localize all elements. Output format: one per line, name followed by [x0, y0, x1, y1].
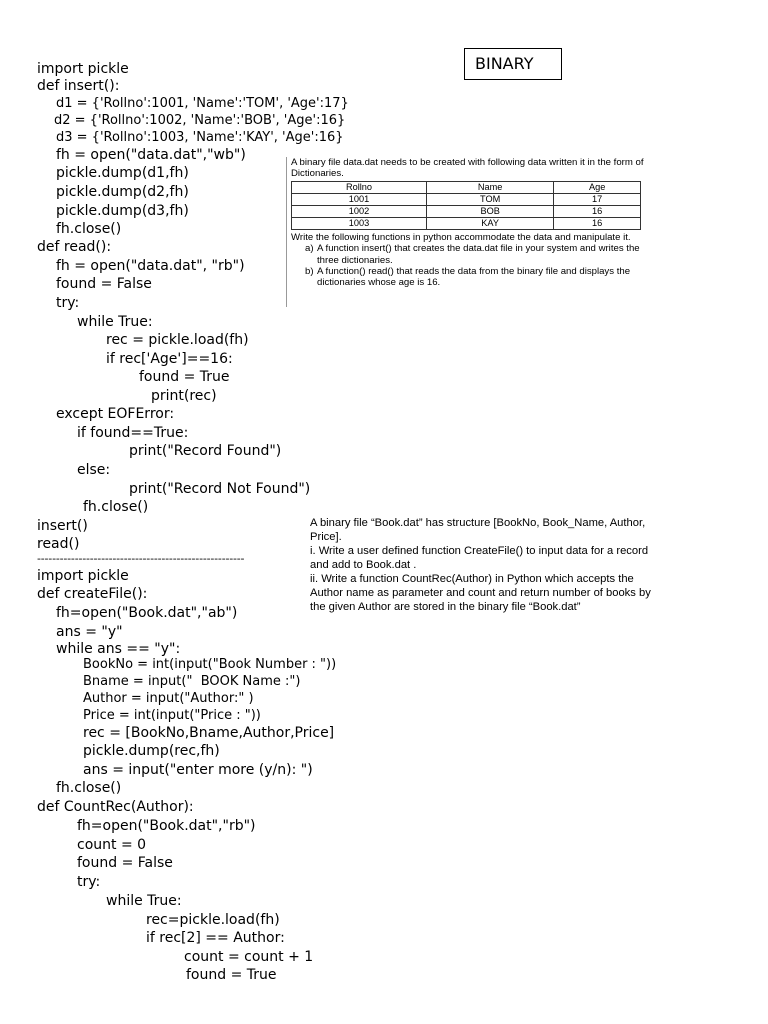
code-line: print("Record Not Found")	[129, 481, 311, 497]
item-label: b)	[305, 266, 314, 278]
item-text: A function insert() that creates the data.dat file in your system and writes the three dictionaries.	[317, 243, 640, 266]
binary-badge: BINARY	[464, 48, 562, 80]
code-line: fh = open("data.dat","wb")	[56, 147, 246, 163]
table-row	[292, 217, 641, 229]
table-cell: 1001	[292, 193, 427, 205]
question-2-line: i. Write a user defined function CreateFile() to input data for a record and add to Book.dat .	[310, 545, 649, 571]
table-cell: KAY	[426, 217, 553, 229]
table-header: Rollno	[292, 181, 427, 193]
code-line: try:	[77, 874, 101, 890]
code-line: found = False	[56, 276, 152, 292]
table-cell: TOM	[426, 193, 553, 205]
separator-line: -------------------------------------------------------	[37, 552, 245, 565]
code-line: found = False	[77, 855, 173, 871]
code-line: Bname = input(" BOOK Name :")	[83, 674, 301, 689]
code-line: if rec['Age']==16:	[106, 351, 233, 367]
table-cell: 16	[554, 217, 641, 229]
table-row	[292, 193, 641, 205]
item-label: a)	[305, 243, 314, 255]
code-line: rec = [BookNo,Bname,Author,Price]	[83, 725, 335, 741]
code-line: fh=open("Book.dat","ab")	[56, 605, 238, 621]
code-line: fh.close()	[83, 499, 149, 515]
list-item	[291, 266, 647, 289]
code-line: d2 = {'Rollno':1002, 'Name':'BOB', 'Age':16}	[54, 113, 346, 128]
code-line: BookNo = int(input("Book Number : "))	[83, 657, 337, 672]
code-line: pickle.dump(d1,fh)	[56, 165, 189, 181]
code-line: fh = open("data.dat", "rb")	[56, 258, 245, 274]
code-line: if rec[2] == Author:	[146, 930, 285, 946]
code-line: def read():	[37, 239, 112, 255]
code-line: ans = "y"	[56, 624, 123, 640]
code-line: d1 = {'Rollno':1001, 'Name':'TOM', 'Age':17}	[56, 96, 349, 111]
table-cell: 17	[554, 193, 641, 205]
code-line: while ans == "y":	[56, 641, 181, 657]
code-line: read()	[37, 536, 80, 552]
table-cell: 1003	[292, 217, 427, 229]
question-1-instruction: Write the following functions in python accommodate the data and manipulate it.	[291, 231, 631, 243]
code-line: def insert():	[37, 78, 120, 94]
code-line: print(rec)	[151, 388, 217, 404]
code-line: while True:	[106, 893, 182, 909]
table-header: Name	[426, 181, 553, 193]
code-line: Author = input("Author:" )	[83, 691, 254, 706]
code-line: while True:	[77, 314, 153, 330]
code-line: try:	[56, 295, 80, 311]
question-2-line: A binary file “Book.dat” has structure [BookNo, Book_Name, Author, Price].	[310, 517, 646, 543]
code-line: pickle.dump(d2,fh)	[56, 184, 189, 200]
code-line: found = True	[186, 967, 277, 983]
table-cell: 16	[554, 205, 641, 217]
code-line: import pickle	[37, 61, 129, 77]
code-line: d3 = {'Rollno':1003, 'Name':'KAY', 'Age':16}	[56, 130, 344, 145]
table-header: Age	[554, 181, 641, 193]
question-1-intro: A binary file data.dat needs to be created with following data written it in the form of Dictionaries.	[291, 157, 644, 180]
code-line: count = count + 1	[184, 949, 314, 965]
code-line: insert()	[37, 518, 88, 534]
question-2-box	[310, 516, 655, 614]
code-line: fh=open("Book.dat","rb")	[77, 818, 256, 834]
code-line: else:	[77, 462, 111, 478]
item-text: A function() read() that reads the data from the binary file and displays the dictionaries whose age is 16.	[317, 266, 631, 289]
question-1-box	[286, 157, 647, 307]
code-line: rec=pickle.load(fh)	[146, 912, 280, 928]
code-line: count = 0	[77, 837, 147, 853]
code-line: import pickle	[37, 568, 129, 584]
code-line: if found==True:	[77, 425, 189, 441]
table-header-row	[292, 181, 641, 193]
table-row	[292, 205, 641, 217]
code-line: print("Record Found")	[129, 443, 282, 459]
rollno-table	[291, 181, 641, 230]
list-item	[291, 243, 647, 266]
code-line: pickle.dump(rec,fh)	[83, 743, 220, 759]
code-line: def CountRec(Author):	[37, 799, 194, 815]
table-cell: 1002	[292, 205, 427, 217]
code-line: rec = pickle.load(fh)	[106, 332, 249, 348]
code-line: ans = input("enter more (y/n): ")	[83, 762, 313, 778]
code-line: Price = int(input("Price : "))	[83, 708, 261, 723]
code-line: found = True	[139, 369, 230, 385]
code-line: fh.close()	[56, 780, 122, 796]
question-2-line: ii. Write a function CountRec(Author) in Python which accepts the Author name as parameter and count and return number of books by the given Author are stored in the binary file “Book.dat”	[310, 573, 651, 613]
code-line: except EOFError:	[56, 406, 175, 422]
table-cell: BOB	[426, 205, 553, 217]
code-line: fh.close()	[56, 221, 122, 237]
code-line: pickle.dump(d3,fh)	[56, 203, 189, 219]
code-line: def createFile():	[37, 586, 148, 602]
